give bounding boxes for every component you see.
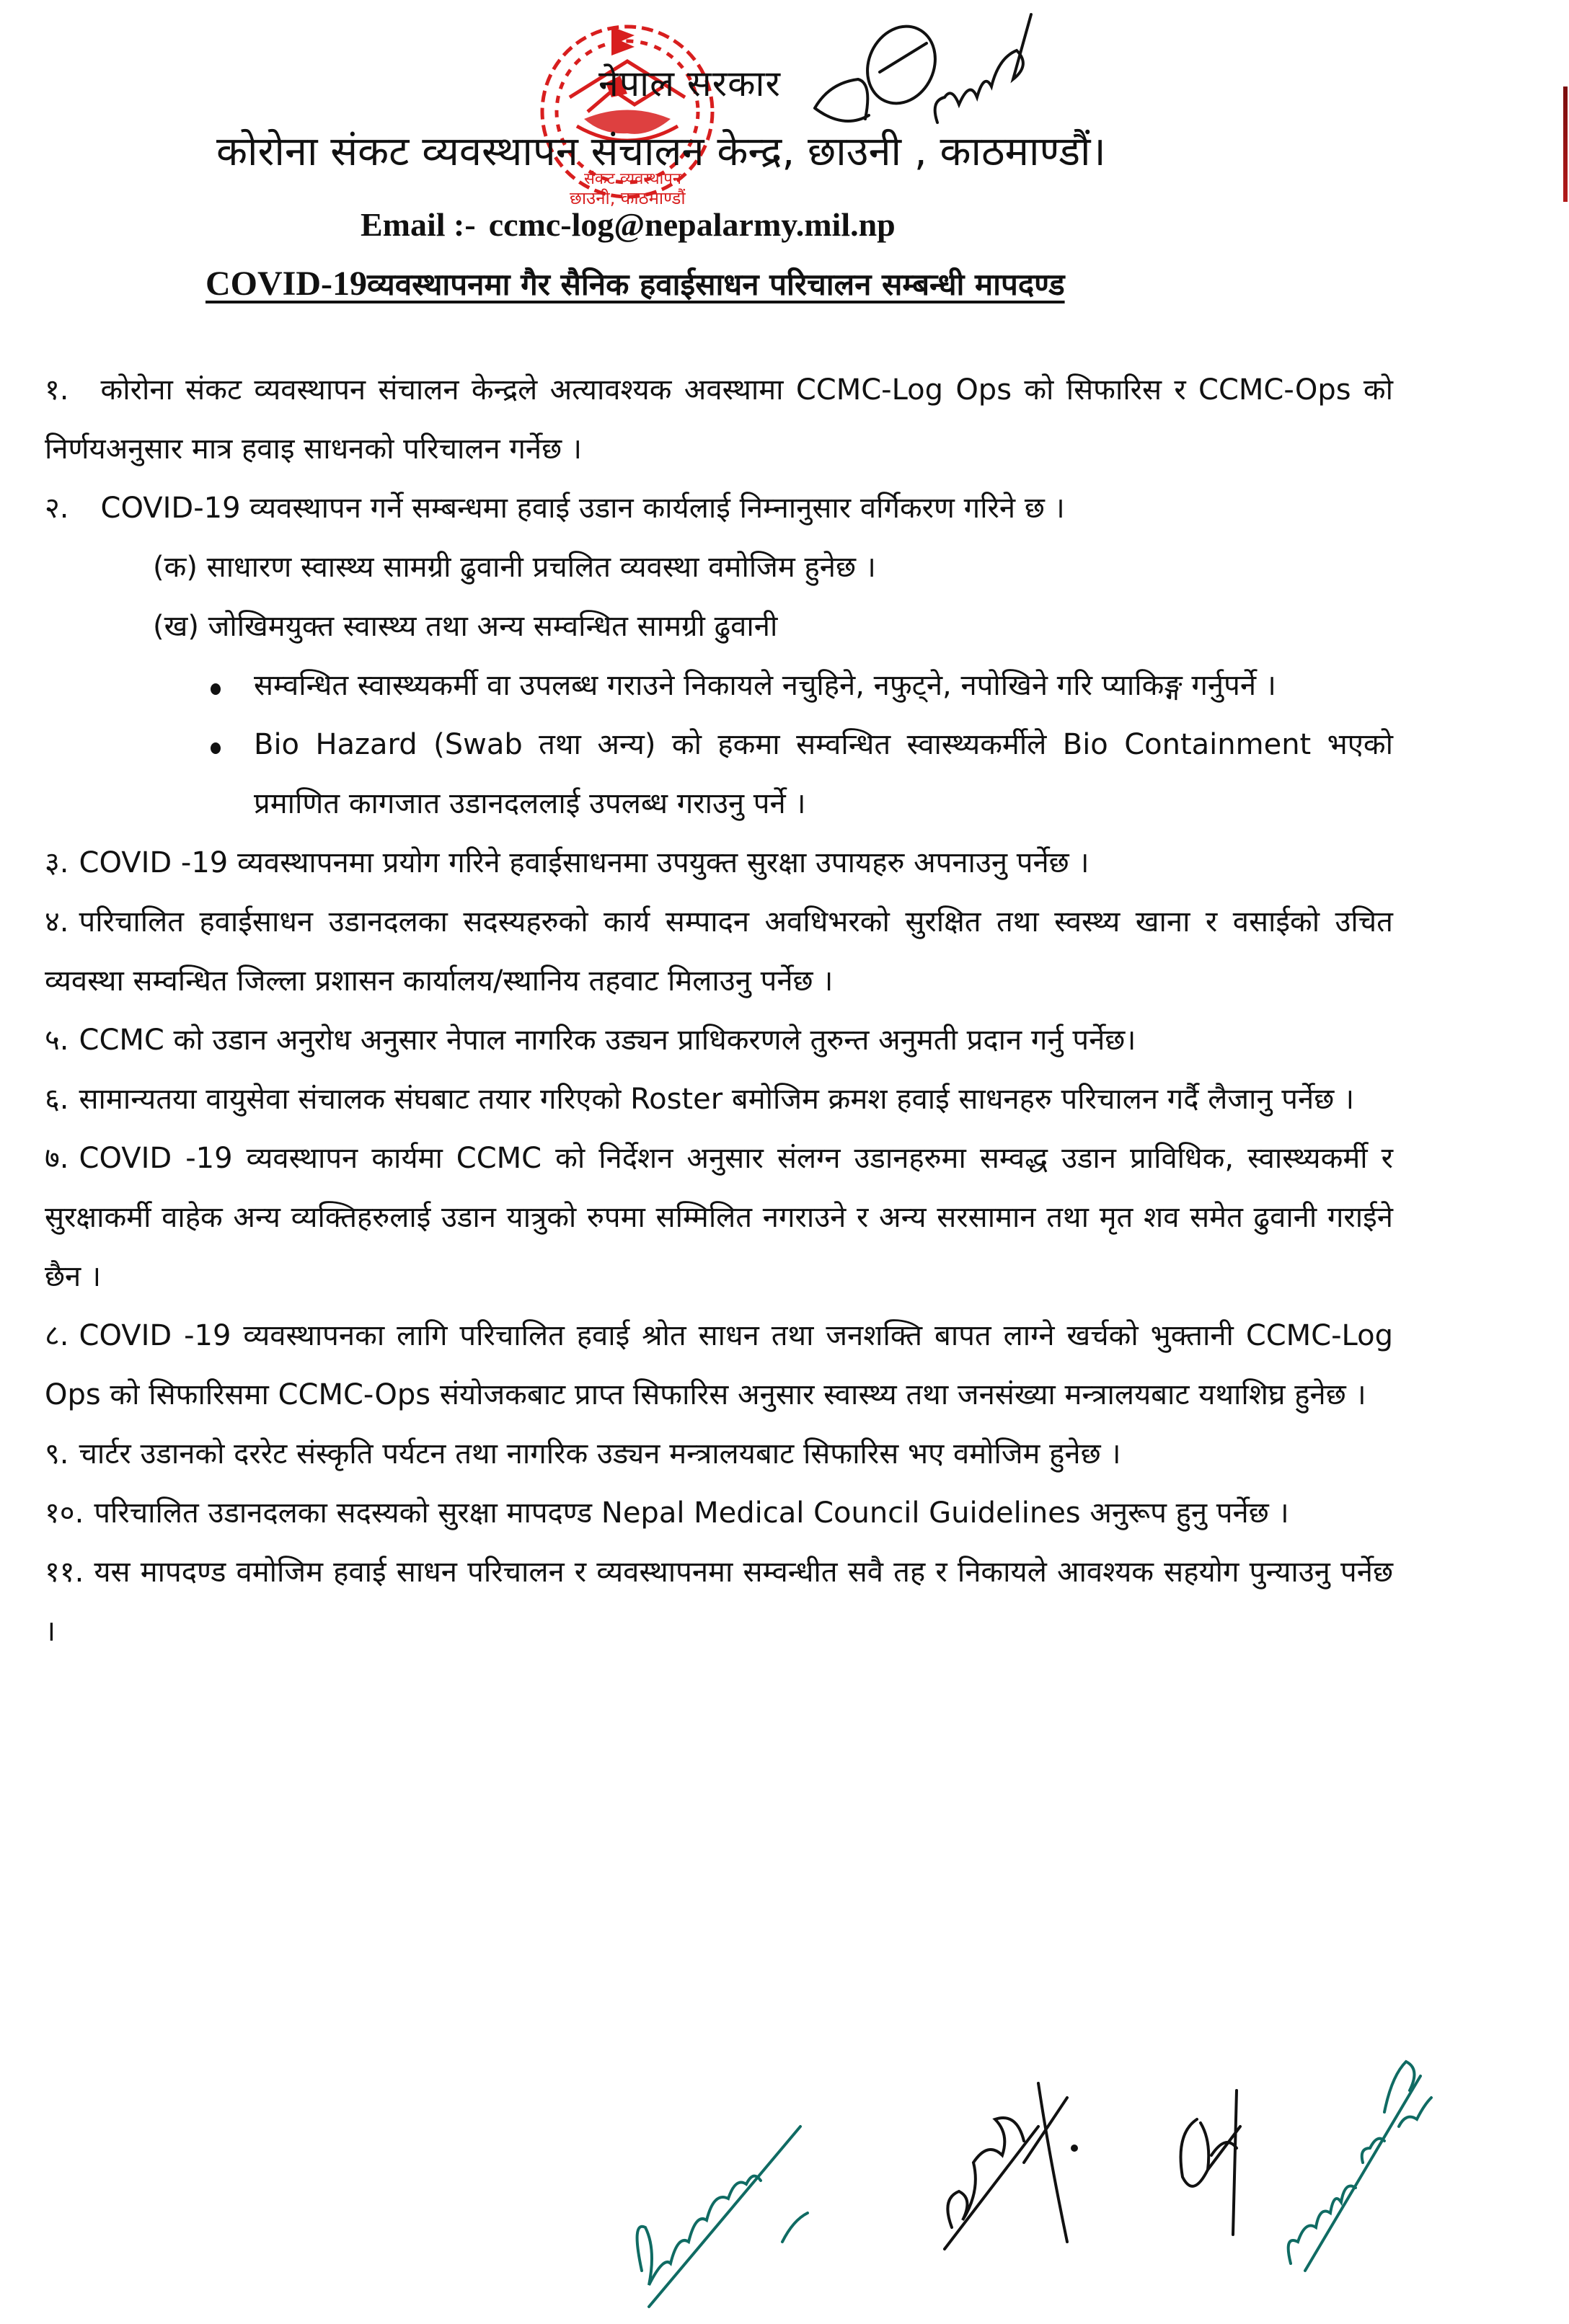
clause-text: COVID -19 व्यवस्थापनका लागि परिचालित हवाई श्रोत साधन तथा जनशक्ति बापत लाग्ने खर्चको भुक्तानी CCMC-Log Ops को सिफारिसमा CCMC-Ops संयोजकबाट प्राप्त सिफारिस अनुसार स्वास्थ्य तथा जनसंख्या मन्त्रालयबाट यथाशिघ्र हुनेछ । — [45, 1319, 1393, 1411]
clause-text: चार्टर उडानको दररेट संस्कृति पर्यटन तथा नागरिक उड्यन मन्त्रालयबाट सिफारिस भए वमोजिम हुनेछ । — [79, 1437, 1121, 1471]
clause-number: २. — [45, 492, 69, 525]
clause-text: COVID -19 व्यवस्थापनमा प्रयोग गरिने हवाईसाधनमा उपयुक्त सुरक्षा उपायहरु अपनाउनु पर्नेछ । — [79, 846, 1090, 879]
sub-clause-text: जोखिमयुक्त स्वास्थ्य तथा अन्य सम्वन्धित सामग्री ढुवानी — [208, 610, 778, 643]
signature-top — [800, 14, 1060, 137]
document-title — [205, 263, 1065, 304]
clause-4 — [45, 892, 1393, 1011]
sub-clause-kha — [45, 597, 1393, 656]
signature-4 — [1276, 2047, 1435, 2285]
title-text: व्यवस्थापनमा गैर सैनिक हवाईसाधन परिचालन सम्बन्धी मापदण्ड — [367, 267, 1065, 302]
email-label: Email :- — [361, 206, 476, 243]
clause-text: COVID -19 व्यवस्थापन कार्यमा CCMC को निर्देशन अनुसार संलग्न उडानहरुमा सम्वद्ध उडान प्राविधिक, स्वास्थ्यकर्मी र सुरक्षाकर्मी वाहेक अन्य व्यक्तिहरुलाई उडान यात्रुको रुपमा सम्मिलित नगराउने र अन्य सरसामान तथा मृत शव समेत ढुवानी गराईने छैन । — [45, 1142, 1393, 1293]
signature-1 — [627, 2112, 815, 2321]
clause-6 — [45, 1070, 1393, 1129]
svg-text:संकट व्यवस्थापन: संकट व्यवस्थापन — [584, 170, 681, 188]
page-edge-strip — [1563, 87, 1568, 202]
clause-number: ११. — [45, 1556, 84, 1589]
clause-number: ७. — [45, 1142, 69, 1175]
clause-text: COVID-19 व्यवस्थापन गर्ने सम्बन्धमा हवाई उडान कार्यलाई निम्नानुसार वर्गिकरण गरिने छ । — [100, 492, 1065, 525]
bullet-item: Bio Hazard (Swab तथा अन्य) को हकमा सम्वन्धित स्वास्थ्यकर्मीले Bio Containment भएको प्रमाणित कागजात उडानदललाई उपलब्ध गराउनु पर्ने । — [203, 715, 1393, 833]
email-line — [361, 205, 896, 244]
clause-number: ८. — [45, 1319, 69, 1352]
clause-number: १०. — [45, 1496, 84, 1530]
clause-text: यस मापदण्ड वमोजिम हवाई साधन परिचालन र व्यवस्थापनमा सम्वन्धीत सवै तह र निकायले आवश्यक सहयोग पुन्याउनु पर्नेछ । — [45, 1556, 1393, 1648]
sub-clause-text: साधारण स्वास्थ्य सामग्री ढुवानी प्रचलित व्यवस्था वमोजिम हुनेछ । — [206, 551, 876, 584]
government-title: नेपाल सरकार — [598, 63, 781, 105]
clause-2 — [45, 479, 1393, 538]
center-name: कोरोना संकट व्यवस्थापन संचालन केन्द्र, छाउनी , काठमाण्डौं। — [216, 128, 1106, 175]
bullet-item: सम्वन्धित स्वास्थ्यकर्मी वा उपलब्ध गराउने निकायले नचुहिने, नफुट्ने, नपोखिने गरि प्याकिङ्ग गर्नुपर्ने । — [203, 656, 1393, 715]
sub-clause-ka — [45, 538, 1393, 597]
clause-11 — [45, 1543, 1393, 1661]
clause-3 — [45, 833, 1393, 892]
clause-10 — [45, 1483, 1393, 1543]
signature-3 — [1168, 2090, 1269, 2235]
svg-text:छाउनी, काठमाण्डौं: छाउनी, काठमाण्डौं — [570, 188, 686, 208]
title-covid: COVID-19 — [205, 265, 367, 303]
clause-number: ५. — [45, 1024, 69, 1057]
sub-clause-label: (ख) — [153, 610, 199, 643]
bullet-list — [45, 656, 1393, 833]
clause-8 — [45, 1306, 1393, 1424]
clause-text: कोरोना संकट व्यवस्थापन संचालन केन्द्रले अत्यावश्यक अवस्थामा CCMC-Log Ops को सिफारिस र CCMC-Ops को निर्णयअनुसार मात्र हवाइ साधनको परिचालन गर्नेछ । — [45, 373, 1393, 466]
clause-number: ४. — [45, 905, 69, 939]
clause-text: सामान्यतया वायुसेवा संचालक संघबाट तयार गरिएको Roster बमोजिम क्रमश हवाई साधनहरु परिचालन गर्दै लैजानु पर्नेछ । — [79, 1083, 1355, 1116]
clause-9 — [45, 1424, 1393, 1483]
clause-number: ६. — [45, 1083, 69, 1116]
signature-2 — [930, 2083, 1118, 2256]
clause-number: ९. — [45, 1437, 69, 1471]
official-stamp-icon — [519, 11, 735, 220]
clause-text: परिचालित हवाईसाधन उडानदलका सदस्यहरुको कार्य सम्पादन अवधिभरको सुरक्षित तथा स्वस्थ्य खाना र वसाईको उचित व्यवस्था सम्वन्धित जिल्ला प्रशासन कार्यालय/स्थानिय तहवाट मिलाउनु पर्नेछ । — [45, 905, 1393, 998]
clause-1 — [45, 360, 1393, 479]
clause-7 — [45, 1129, 1393, 1306]
clause-number: ३. — [45, 846, 69, 879]
clause-text: CCMC को उडान अनुरोध अनुसार नेपाल नागरिक उड्यन प्राधिकरणले तुरुन्त अनुमती प्रदान गर्नु पर्नेछ। — [79, 1024, 1136, 1057]
clause-text: परिचालित उडानदलका सदस्यको सुरक्षा मापदण्ड Nepal Medical Council Guidelines अनुरूप हुनु पर्नेछ । — [94, 1496, 1289, 1530]
clause-5 — [45, 1011, 1393, 1070]
clause-number: १. — [45, 373, 69, 407]
sub-clause-label: (क) — [153, 551, 198, 584]
document-body — [45, 360, 1393, 1661]
email-address-link[interactable]: ccmc-log@nepalarmy.mil.np — [488, 206, 896, 243]
